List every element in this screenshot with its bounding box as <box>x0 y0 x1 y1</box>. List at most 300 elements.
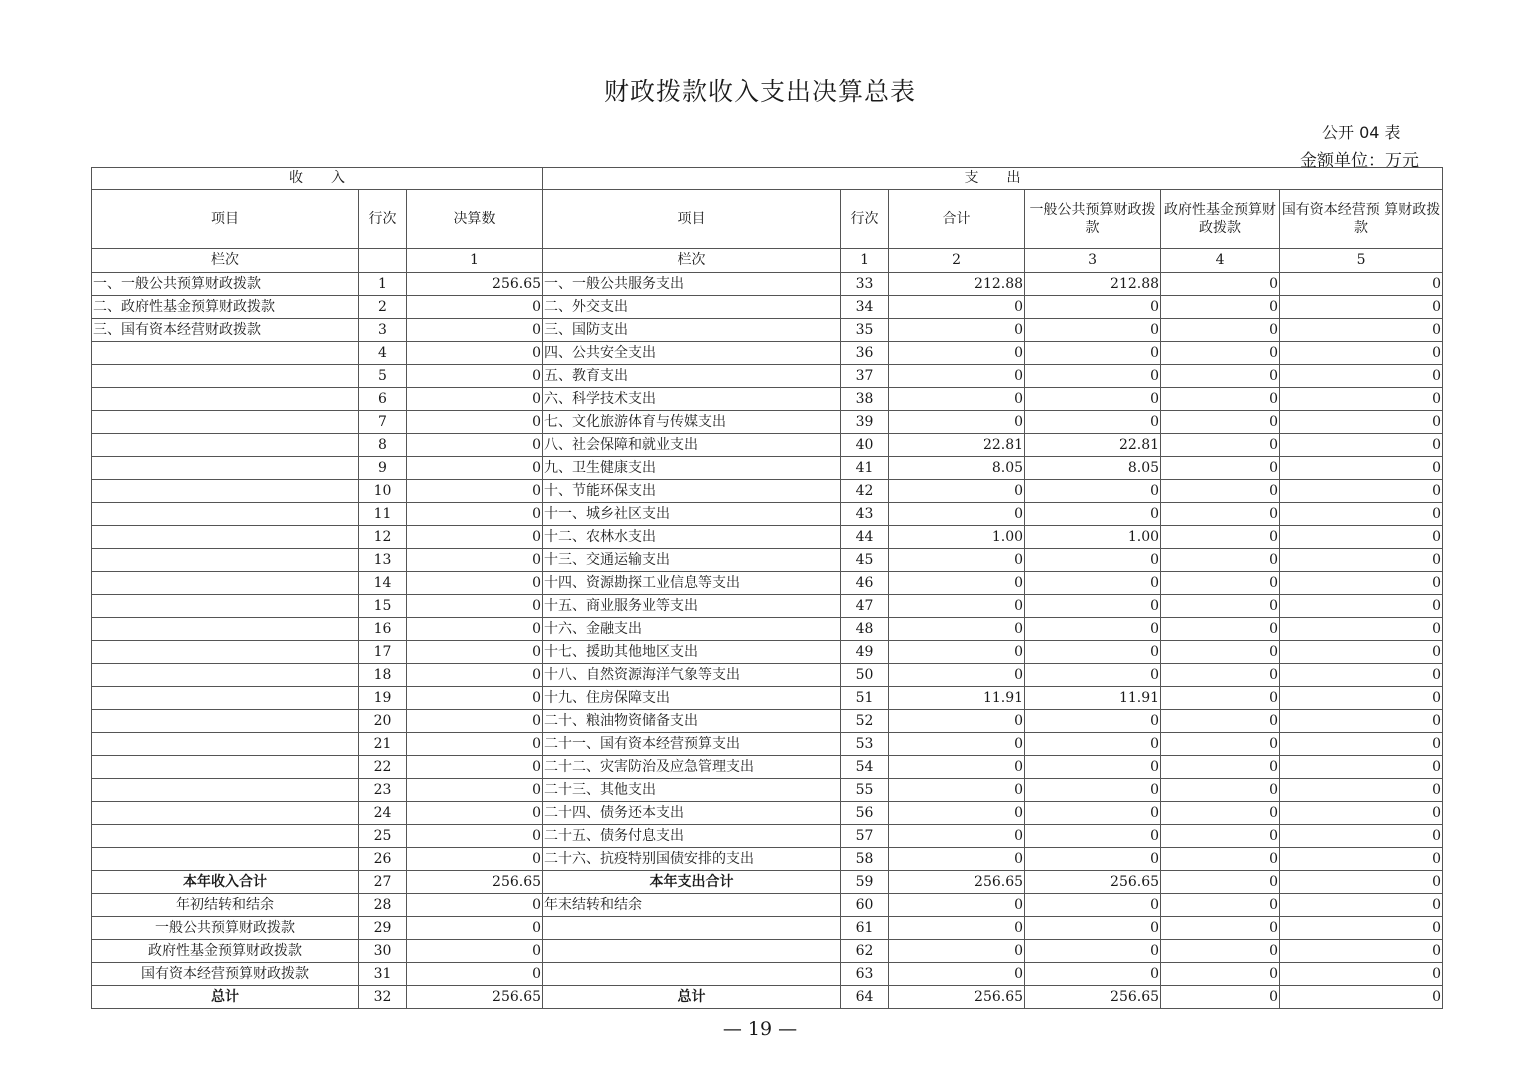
expense-total-cell: 0 <box>889 411 1025 434</box>
income-line-cell: 22 <box>359 756 407 779</box>
expense-state-cell: 0 <box>1280 779 1443 802</box>
income-amount-cell: 0 <box>407 779 543 802</box>
expense-line-cell: 45 <box>841 549 889 572</box>
income-amount-cell: 0 <box>407 388 543 411</box>
expense-total-cell: 0 <box>889 342 1025 365</box>
income-item-cell <box>92 411 359 434</box>
expense-line-cell: 64 <box>841 986 889 1009</box>
income-item-cell <box>92 848 359 871</box>
expense-state-cell: 0 <box>1280 802 1443 825</box>
income-line-cell: 23 <box>359 779 407 802</box>
section-header-row <box>92 168 1443 190</box>
expense-item-cell: 十六、金融支出 <box>543 618 841 641</box>
expense-state-cell: 0 <box>1280 365 1443 388</box>
expense-general-cell: 0 <box>1025 825 1161 848</box>
expense-general-cell: 0 <box>1025 572 1161 595</box>
expense-general-cell: 0 <box>1025 894 1161 917</box>
table-row <box>92 549 1443 572</box>
expense-total-cell: 0 <box>889 595 1025 618</box>
expense-line-cell: 46 <box>841 572 889 595</box>
expense-general-cell: 0 <box>1025 549 1161 572</box>
income-item-cell <box>92 503 359 526</box>
expense-fund-cell: 0 <box>1161 733 1280 756</box>
expense-state-cell: 0 <box>1280 710 1443 733</box>
expense-item-cell: 十四、资源勘探工业信息等支出 <box>543 572 841 595</box>
income-item-cell <box>92 434 359 457</box>
expense-general-cell: 256.65 <box>1025 986 1161 1009</box>
expense-line-cell: 50 <box>841 664 889 687</box>
income-line-cell: 21 <box>359 733 407 756</box>
expense-fund-cell: 0 <box>1161 411 1280 434</box>
expense-state-cell: 0 <box>1280 273 1443 296</box>
table-row <box>92 342 1443 365</box>
income-item-cell <box>92 664 359 687</box>
table-row <box>92 917 1443 940</box>
income-item-cell <box>92 779 359 802</box>
expense-general-cell: 0 <box>1025 618 1161 641</box>
expense-line-cell: 62 <box>841 940 889 963</box>
expense-total-cell: 0 <box>889 618 1025 641</box>
expense-state-cell: 0 <box>1280 411 1443 434</box>
income-amount-cell: 0 <box>407 411 543 434</box>
expense-general-cell: 0 <box>1025 917 1161 940</box>
expense-item-cell: 十三、交通运输支出 <box>543 549 841 572</box>
income-line-cell: 15 <box>359 595 407 618</box>
expense-general-cell: 0 <box>1025 411 1161 434</box>
expense-line-cell: 60 <box>841 894 889 917</box>
income-amount-cell: 0 <box>407 572 543 595</box>
column-number-label: 栏次 <box>92 249 359 273</box>
expense-general-cell: 0 <box>1025 779 1161 802</box>
expense-total-cell: 0 <box>889 733 1025 756</box>
expense-line-cell: 48 <box>841 618 889 641</box>
income-amount-cell: 0 <box>407 848 543 871</box>
expense-item-cell: 十八、自然资源海洋气象等支出 <box>543 664 841 687</box>
income-item-cell <box>92 687 359 710</box>
expense-item-cell: 二十、粮油物资储备支出 <box>543 710 841 733</box>
expense-general-cell: 212.88 <box>1025 273 1161 296</box>
expense-general-cell: 0 <box>1025 733 1161 756</box>
income-item-cell: 总计 <box>92 986 359 1009</box>
expense-item-cell: 五、教育支出 <box>543 365 841 388</box>
expense-general-cell: 0 <box>1025 342 1161 365</box>
income-line-cell: 7 <box>359 411 407 434</box>
income-line-cell: 17 <box>359 641 407 664</box>
expense-item-cell: 八、社会保障和就业支出 <box>543 434 841 457</box>
expense-item-cell <box>543 917 841 940</box>
income-amount-cell: 0 <box>407 296 543 319</box>
expense-line-cell: 63 <box>841 963 889 986</box>
income-item-cell <box>92 595 359 618</box>
income-item-cell: 政府性基金预算财政拨款 <box>92 940 359 963</box>
expense-line-cell: 40 <box>841 434 889 457</box>
expense-fund-cell: 0 <box>1161 572 1280 595</box>
income-item-cell <box>92 457 359 480</box>
expense-item-cell: 十九、住房保障支出 <box>543 687 841 710</box>
income-amount-cell: 0 <box>407 365 543 388</box>
expense-fund-cell: 0 <box>1161 917 1280 940</box>
table-row <box>92 618 1443 641</box>
income-item-cell: 本年收入合计 <box>92 871 359 894</box>
expense-general-cell: 0 <box>1025 802 1161 825</box>
expense-state-cell: 0 <box>1280 618 1443 641</box>
income-amount-cell: 0 <box>407 802 543 825</box>
column-number-3: 3 <box>1025 249 1161 273</box>
expense-state-cell: 0 <box>1280 687 1443 710</box>
income-amount-cell: 0 <box>407 664 543 687</box>
expense-total-cell: 0 <box>889 940 1025 963</box>
income-item-cell: 二、政府性基金预算财政拨款 <box>92 296 359 319</box>
income-amount-cell: 0 <box>407 457 543 480</box>
income-amount-cell: 0 <box>407 480 543 503</box>
income-item-cell <box>92 618 359 641</box>
report-title: 财政拨款收入支出决算总表 <box>603 77 916 106</box>
income-line-cell: 8 <box>359 434 407 457</box>
table-row <box>92 365 1443 388</box>
expense-line-cell: 55 <box>841 779 889 802</box>
income-amount-cell: 0 <box>407 319 543 342</box>
column-number-2: 2 <box>889 249 1025 273</box>
expense-item-cell: 一、一般公共服务支出 <box>543 273 841 296</box>
income-line-cell: 6 <box>359 388 407 411</box>
expense-fund-cell: 0 <box>1161 963 1280 986</box>
expense-total-cell: 1.00 <box>889 526 1025 549</box>
column-number-blank <box>359 249 407 273</box>
expense-general-cell: 256.65 <box>1025 871 1161 894</box>
income-line-cell: 5 <box>359 365 407 388</box>
expense-item-cell: 二十三、其他支出 <box>543 779 841 802</box>
expense-fund-cell: 0 <box>1161 480 1280 503</box>
expense-fund-cell: 0 <box>1161 664 1280 687</box>
expense-general-cell: 11.91 <box>1025 687 1161 710</box>
expense-fund-cell: 0 <box>1161 526 1280 549</box>
expense-item-cell: 二十一、国有资本经营预算支出 <box>543 733 841 756</box>
table-row <box>92 986 1443 1009</box>
expense-item-cell: 三、国防支出 <box>543 319 841 342</box>
income-line-cell: 27 <box>359 871 407 894</box>
expense-line-cell: 56 <box>841 802 889 825</box>
header-expense-fund: 政府性基金预算财政拨款 <box>1161 190 1280 249</box>
table-row <box>92 825 1443 848</box>
expense-state-cell: 0 <box>1280 733 1443 756</box>
expense-general-cell: 0 <box>1025 848 1161 871</box>
expense-fund-cell: 0 <box>1161 457 1280 480</box>
header-income-amount: 决算数 <box>407 190 543 249</box>
income-item-cell <box>92 526 359 549</box>
table-row <box>92 595 1443 618</box>
income-line-cell: 28 <box>359 894 407 917</box>
income-item-cell <box>92 825 359 848</box>
expense-item-cell: 六、科学技术支出 <box>543 388 841 411</box>
income-item-cell <box>92 802 359 825</box>
income-line-cell: 29 <box>359 917 407 940</box>
column-header-row <box>92 190 1443 249</box>
income-line-cell: 1 <box>359 273 407 296</box>
income-line-cell: 12 <box>359 526 407 549</box>
income-amount-cell: 0 <box>407 641 543 664</box>
income-line-cell: 25 <box>359 825 407 848</box>
expense-state-cell: 0 <box>1280 871 1443 894</box>
column-number-expense-label: 栏次 <box>543 249 841 273</box>
income-amount-cell: 0 <box>407 687 543 710</box>
expense-line-cell: 61 <box>841 917 889 940</box>
expense-state-cell: 0 <box>1280 296 1443 319</box>
income-line-cell: 32 <box>359 986 407 1009</box>
income-item-cell: 年初结转和结余 <box>92 894 359 917</box>
header-expense-general: 一般公共预算财政拨款 <box>1025 190 1161 249</box>
expense-fund-cell: 0 <box>1161 871 1280 894</box>
expense-fund-cell: 0 <box>1161 641 1280 664</box>
expense-state-cell: 0 <box>1280 526 1443 549</box>
income-item-cell: 三、国有资本经营财政拨款 <box>92 319 359 342</box>
expense-state-cell: 0 <box>1280 825 1443 848</box>
expense-general-cell: 0 <box>1025 756 1161 779</box>
expense-item-cell: 十五、商业服务业等支出 <box>543 595 841 618</box>
expense-line-cell: 53 <box>841 733 889 756</box>
expense-fund-cell: 0 <box>1161 296 1280 319</box>
income-item-cell <box>92 710 359 733</box>
expense-general-cell: 0 <box>1025 963 1161 986</box>
income-item-cell: 国有资本经营预算财政拨款 <box>92 963 359 986</box>
expense-fund-cell: 0 <box>1161 825 1280 848</box>
income-line-cell: 16 <box>359 618 407 641</box>
expense-total-cell: 0 <box>889 710 1025 733</box>
income-line-cell: 11 <box>359 503 407 526</box>
expense-line-cell: 49 <box>841 641 889 664</box>
expense-line-cell: 41 <box>841 457 889 480</box>
expense-total-cell: 0 <box>889 917 1025 940</box>
expense-total-cell: 0 <box>889 848 1025 871</box>
amount-unit: 金额单位：万元 <box>1300 151 1419 171</box>
table-row <box>92 756 1443 779</box>
expense-total-cell: 212.88 <box>889 273 1025 296</box>
expense-fund-cell: 0 <box>1161 687 1280 710</box>
income-item-cell <box>92 572 359 595</box>
income-amount-cell: 0 <box>407 825 543 848</box>
expense-total-cell: 0 <box>889 779 1025 802</box>
table-row <box>92 733 1443 756</box>
expense-line-cell: 51 <box>841 687 889 710</box>
expense-general-cell: 0 <box>1025 296 1161 319</box>
expense-total-cell: 0 <box>889 641 1025 664</box>
table-row <box>92 388 1443 411</box>
column-number-expense-line: 1 <box>841 249 889 273</box>
income-amount-cell: 0 <box>407 940 543 963</box>
expense-state-cell: 0 <box>1280 894 1443 917</box>
expense-fund-cell: 0 <box>1161 848 1280 871</box>
expense-item-cell: 十七、援助其他地区支出 <box>543 641 841 664</box>
income-amount-cell: 0 <box>407 526 543 549</box>
expense-state-cell: 0 <box>1280 480 1443 503</box>
income-amount-cell: 0 <box>407 710 543 733</box>
expense-item-cell <box>543 963 841 986</box>
expense-line-cell: 57 <box>841 825 889 848</box>
table-row <box>92 273 1443 296</box>
income-item-cell <box>92 641 359 664</box>
page-number: — 19 — <box>722 1018 798 1040</box>
expense-total-cell: 22.81 <box>889 434 1025 457</box>
expense-total-cell: 0 <box>889 825 1025 848</box>
expense-fund-cell: 0 <box>1161 434 1280 457</box>
income-amount-cell: 0 <box>407 595 543 618</box>
table-row <box>92 779 1443 802</box>
expense-total-cell: 0 <box>889 664 1025 687</box>
income-item-cell <box>92 756 359 779</box>
expense-total-cell: 0 <box>889 894 1025 917</box>
income-amount-cell: 0 <box>407 894 543 917</box>
income-amount-cell: 256.65 <box>407 871 543 894</box>
header-expense-line: 行次 <box>841 190 889 249</box>
table-row <box>92 526 1443 549</box>
expense-state-cell: 0 <box>1280 549 1443 572</box>
expense-state-cell: 0 <box>1280 963 1443 986</box>
income-line-cell: 26 <box>359 848 407 871</box>
expense-total-cell: 0 <box>889 503 1025 526</box>
expense-item-cell: 四、公共安全支出 <box>543 342 841 365</box>
expense-total-cell: 8.05 <box>889 457 1025 480</box>
income-line-cell: 18 <box>359 664 407 687</box>
expense-total-cell: 0 <box>889 549 1025 572</box>
expense-total-cell: 0 <box>889 802 1025 825</box>
header-expense-total: 合计 <box>889 190 1025 249</box>
column-number-row <box>92 249 1443 273</box>
expense-general-cell: 8.05 <box>1025 457 1161 480</box>
column-number-5: 5 <box>1280 249 1443 273</box>
income-line-cell: 31 <box>359 963 407 986</box>
expense-general-cell: 22.81 <box>1025 434 1161 457</box>
column-number-4: 4 <box>1161 249 1280 273</box>
expense-item-cell: 九、卫生健康支出 <box>543 457 841 480</box>
expense-state-cell: 0 <box>1280 342 1443 365</box>
expense-state-cell: 0 <box>1280 319 1443 342</box>
income-line-cell: 10 <box>359 480 407 503</box>
table-row <box>92 802 1443 825</box>
expense-item-cell: 二十二、灾害防治及应急管理支出 <box>543 756 841 779</box>
expense-state-cell: 0 <box>1280 848 1443 871</box>
budget-table <box>91 167 1443 1009</box>
table-row <box>92 503 1443 526</box>
income-item-cell <box>92 733 359 756</box>
expense-line-cell: 42 <box>841 480 889 503</box>
table-row <box>92 848 1443 871</box>
expense-fund-cell: 0 <box>1161 503 1280 526</box>
expense-total-cell: 0 <box>889 963 1025 986</box>
expense-general-cell: 0 <box>1025 319 1161 342</box>
expense-line-cell: 39 <box>841 411 889 434</box>
expense-general-cell: 0 <box>1025 595 1161 618</box>
expense-fund-cell: 0 <box>1161 549 1280 572</box>
income-amount-cell: 0 <box>407 549 543 572</box>
expense-total-cell: 11.91 <box>889 687 1025 710</box>
expense-line-cell: 54 <box>841 756 889 779</box>
income-amount-cell: 0 <box>407 503 543 526</box>
expense-fund-cell: 0 <box>1161 595 1280 618</box>
income-amount-cell: 0 <box>407 434 543 457</box>
expense-item-cell <box>543 940 841 963</box>
expense-item-cell: 十二、农林水支出 <box>543 526 841 549</box>
expense-total-cell: 0 <box>889 365 1025 388</box>
income-line-cell: 20 <box>359 710 407 733</box>
expense-fund-cell: 0 <box>1161 319 1280 342</box>
expense-fund-cell: 0 <box>1161 365 1280 388</box>
table-row <box>92 572 1443 595</box>
table-row <box>92 480 1443 503</box>
expense-line-cell: 43 <box>841 503 889 526</box>
expense-section-label: 支 出 <box>543 168 1443 190</box>
expense-fund-cell: 0 <box>1161 710 1280 733</box>
income-line-cell: 2 <box>359 296 407 319</box>
expense-fund-cell: 0 <box>1161 388 1280 411</box>
income-line-cell: 4 <box>359 342 407 365</box>
expense-total-cell: 0 <box>889 572 1025 595</box>
table-row <box>92 319 1443 342</box>
expense-general-cell: 0 <box>1025 365 1161 388</box>
income-item-cell <box>92 365 359 388</box>
expense-total-cell: 0 <box>889 480 1025 503</box>
expense-fund-cell: 0 <box>1161 940 1280 963</box>
expense-state-cell: 0 <box>1280 388 1443 411</box>
income-amount-cell: 256.65 <box>407 986 543 1009</box>
expense-item-cell: 十一、城乡社区支出 <box>543 503 841 526</box>
expense-item-cell: 二十五、债务付息支出 <box>543 825 841 848</box>
income-item-cell <box>92 480 359 503</box>
expense-fund-cell: 0 <box>1161 779 1280 802</box>
income-item-cell <box>92 549 359 572</box>
expense-total-cell: 256.65 <box>889 871 1025 894</box>
expense-item-cell: 二、外交支出 <box>543 296 841 319</box>
expense-state-cell: 0 <box>1280 572 1443 595</box>
expense-state-cell: 0 <box>1280 986 1443 1009</box>
income-amount-cell: 0 <box>407 618 543 641</box>
expense-general-cell: 1.00 <box>1025 526 1161 549</box>
expense-total-cell: 256.65 <box>889 986 1025 1009</box>
expense-item-cell: 二十四、债务还本支出 <box>543 802 841 825</box>
expense-general-cell: 0 <box>1025 480 1161 503</box>
table-row <box>92 296 1443 319</box>
income-line-cell: 13 <box>359 549 407 572</box>
expense-fund-cell: 0 <box>1161 986 1280 1009</box>
expense-total-cell: 0 <box>889 296 1025 319</box>
table-row <box>92 940 1443 963</box>
expense-line-cell: 59 <box>841 871 889 894</box>
expense-fund-cell: 0 <box>1161 756 1280 779</box>
income-section-label: 收 入 <box>92 168 543 190</box>
expense-fund-cell: 0 <box>1161 273 1280 296</box>
income-amount-cell: 0 <box>407 917 543 940</box>
expense-line-cell: 34 <box>841 296 889 319</box>
expense-line-cell: 33 <box>841 273 889 296</box>
expense-fund-cell: 0 <box>1161 618 1280 641</box>
expense-general-cell: 0 <box>1025 503 1161 526</box>
expense-state-cell: 0 <box>1280 503 1443 526</box>
income-item-cell: 一般公共预算财政拨款 <box>92 917 359 940</box>
expense-line-cell: 47 <box>841 595 889 618</box>
expense-total-cell: 0 <box>889 388 1025 411</box>
expense-state-cell: 0 <box>1280 641 1443 664</box>
expense-general-cell: 0 <box>1025 388 1161 411</box>
expense-item-cell: 十、节能环保支出 <box>543 480 841 503</box>
expense-fund-cell: 0 <box>1161 802 1280 825</box>
income-amount-cell: 0 <box>407 342 543 365</box>
expense-line-cell: 36 <box>841 342 889 365</box>
expense-item-cell: 总计 <box>543 986 841 1009</box>
expense-state-cell: 0 <box>1280 434 1443 457</box>
table-row <box>92 411 1443 434</box>
income-item-cell <box>92 388 359 411</box>
income-line-cell: 3 <box>359 319 407 342</box>
income-item-cell: 一、一般公共预算财政拨款 <box>92 273 359 296</box>
income-line-cell: 24 <box>359 802 407 825</box>
